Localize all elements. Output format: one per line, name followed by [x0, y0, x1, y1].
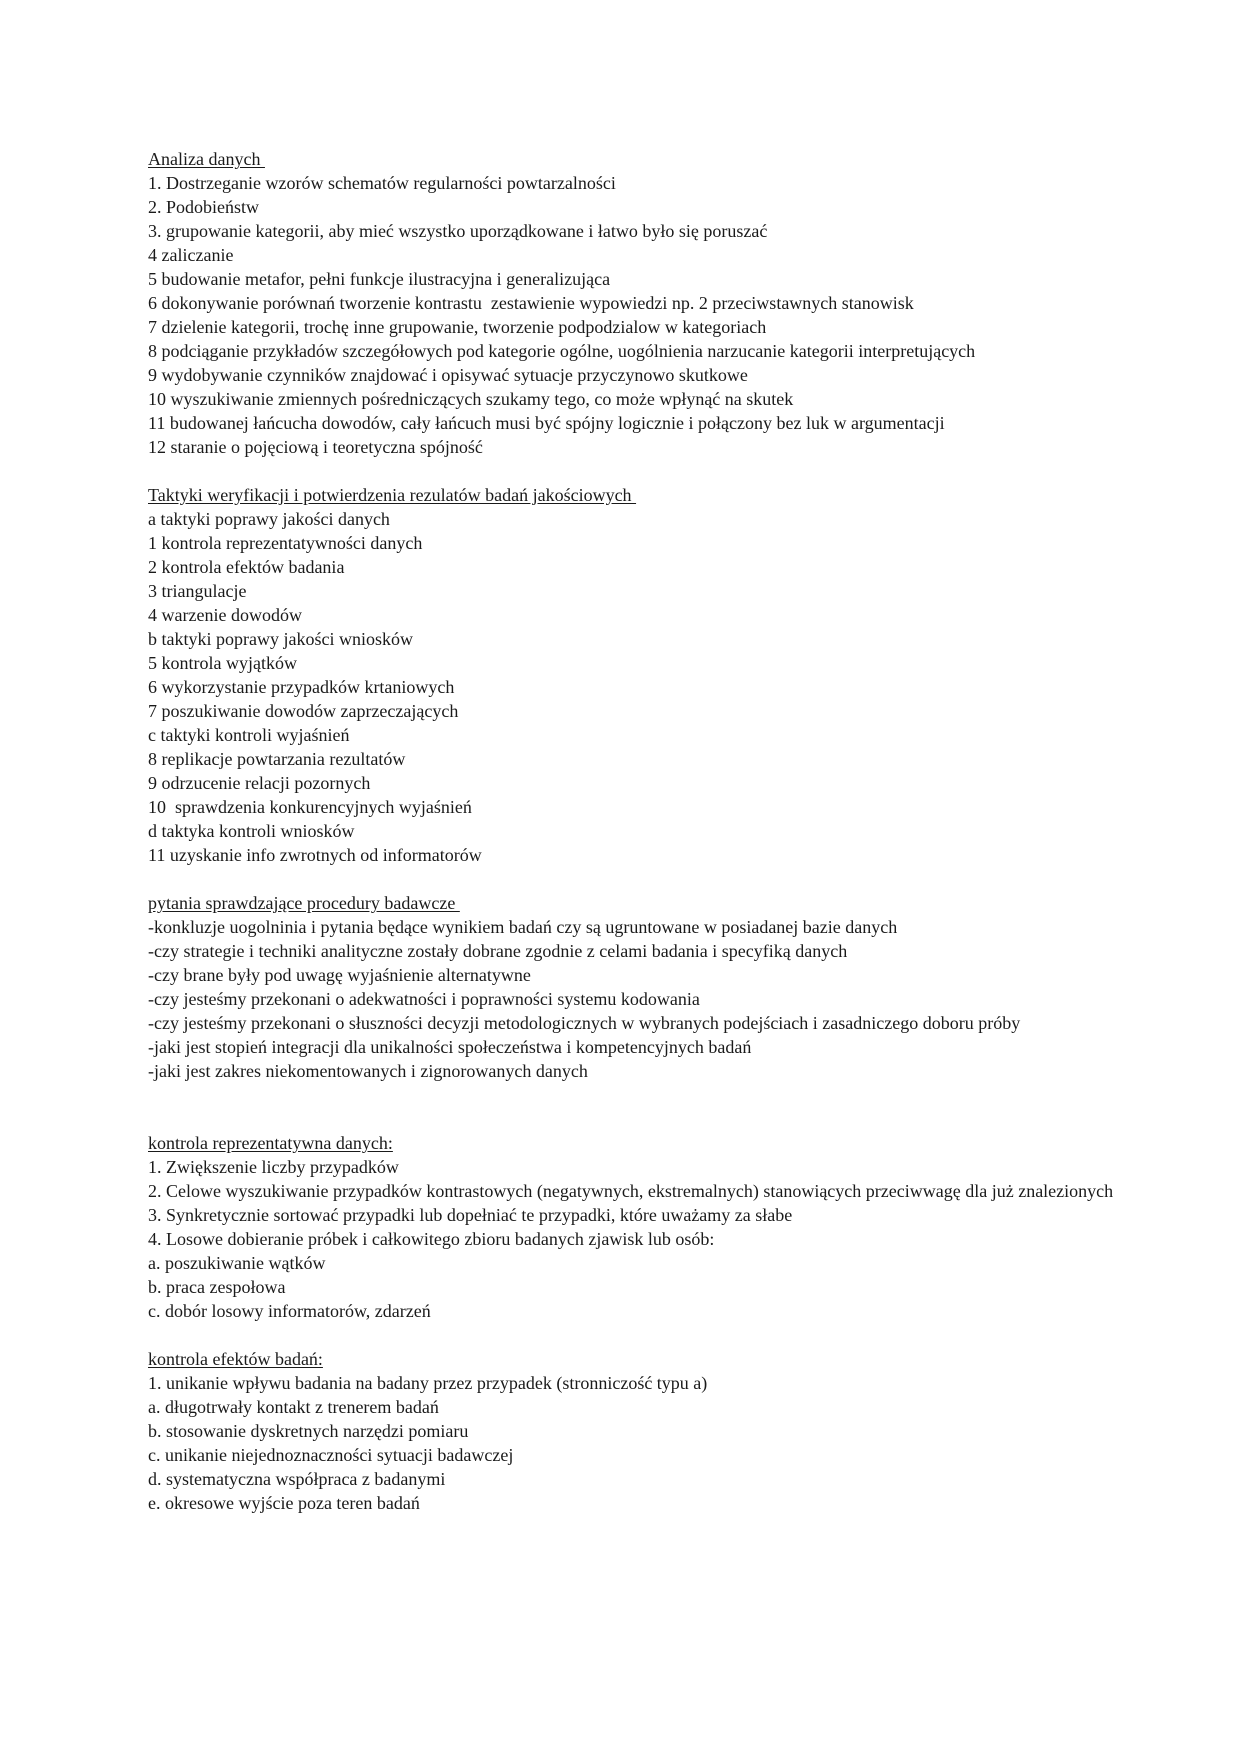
section-pytania-sprawdzajace — [148, 891, 1148, 1083]
list-item: 2. Celowe wyszukiwanie przypadków kontrastowych (negatywnych, ekstremalnych) stanowiących przeciwwagę dla już znalezionych — [148, 1181, 1114, 1201]
section-kontrola-reprezentatywna — [148, 1131, 1148, 1323]
list-item: 1. unikanie wpływu badania na badany przez przypadek (stronniczość typu a) — [148, 1373, 708, 1393]
list-item: 3 triangulacje — [148, 581, 247, 601]
list-item: 7 poszukiwanie dowodów zaprzeczających — [148, 701, 459, 721]
section-heading: Taktyki weryfikacji i potwierdzenia rezulatów badań jakościowych — [148, 485, 637, 505]
list-item: 3. Synkretycznie sortować przypadki lub dopełniać te przypadki, które uważamy za słabe — [148, 1205, 793, 1225]
list-item: b. stosowanie dyskretnych narzędzi pomiaru — [148, 1421, 469, 1441]
list-item: 11 budowanej łańcucha dowodów, cały łańcuch musi być spójny logicznie i połączony bez luk w argumentacji — [148, 413, 945, 433]
list-item: 5 budowanie metafor, pełni funkcje ilustracyjna i generalizująca — [148, 269, 611, 289]
list-item: 4. Losowe dobieranie próbek i całkowitego zbioru badanych zjawisk lub osób: — [148, 1229, 715, 1249]
list-item: b. praca zespołowa — [148, 1277, 286, 1297]
list-item: c taktyki kontroli wyjaśnień — [148, 725, 350, 745]
list-item: 4 zaliczanie — [148, 245, 234, 265]
list-item: b taktyki poprawy jakości wniosków — [148, 629, 413, 649]
list-item: c. unikanie niejednoznaczności sytuacji badawczej — [148, 1445, 514, 1465]
paragraph-spacer — [148, 867, 1148, 891]
list-item: 1 kontrola reprezentatywności danych — [148, 533, 423, 553]
list-item: a. długotrwały kontakt z trenerem badań — [148, 1397, 439, 1417]
list-item: 8 podciąganie przykładów szczegółowych pod kategorie ogólne, uogólnienia narzucanie kategorii interpretujących — [148, 341, 976, 361]
list-item: a. poszukiwanie wątków — [148, 1253, 326, 1273]
section-heading: kontrola reprezentatywna danych: — [148, 1133, 393, 1153]
list-item: -jaki jest zakres niekomentowanych i zignorowanych danych — [148, 1061, 588, 1081]
list-item: d. systematyczna współpraca z badanymi — [148, 1469, 446, 1489]
list-item: 6 dokonywanie porównań tworzenie kontrastu zestawienie wypowiedzi np. 2 przeciwstawnych stanowisk — [148, 293, 914, 313]
section-heading: Analiza danych — [148, 149, 265, 169]
list-item: -czy brane były pod uwagę wyjaśnienie alternatywne — [148, 965, 531, 985]
list-item: -czy strategie i techniki analityczne zostały dobrane zgodnie z celami badania i specyfiką danych — [148, 941, 848, 961]
list-item: 5 kontrola wyjątków — [148, 653, 297, 673]
list-item: d taktyka kontroli wniosków — [148, 821, 355, 841]
paragraph-spacer — [148, 459, 1148, 483]
list-item: 4 warzenie dowodów — [148, 605, 302, 625]
list-item: 2. Podobieństw — [148, 197, 260, 217]
list-item: -jaki jest stopień integracji dla unikalności społeczeństwa i kompetencyjnych badań — [148, 1037, 752, 1057]
list-item: -czy jesteśmy przekonani o słuszności decyzji metodologicznych w wybranych podejściach i zasadniczego doboru próby — [148, 1013, 1021, 1033]
section-taktyki-weryfikacji — [148, 483, 1148, 867]
section-analiza-danych — [148, 147, 1148, 459]
list-item: 1. Zwiększenie liczby przypadków — [148, 1157, 399, 1177]
list-item: 9 odrzucenie relacji pozornych — [148, 773, 371, 793]
list-item: 10 sprawdzenia konkurencyjnych wyjaśnień — [148, 797, 472, 817]
list-item: c. dobór losowy informatorów, zdarzeń — [148, 1301, 431, 1321]
list-item: -czy jesteśmy przekonani o adekwatności i poprawności systemu kodowania — [148, 989, 700, 1009]
list-item: 8 replikacje powtarzania rezultatów — [148, 749, 406, 769]
list-item: 12 staranie o pojęciową i teoretyczna spójność — [148, 437, 483, 457]
list-item: -konkluzje uogolninia i pytania będące wynikiem badań czy są ugruntowane w posiadanej bazie danych — [148, 917, 898, 937]
list-item: a taktyki poprawy jakości danych — [148, 509, 390, 529]
paragraph-spacer — [148, 1323, 1148, 1347]
list-item: 7 dzielenie kategorii, trochę inne grupowanie, tworzenie podpodzialow w kategoriach — [148, 317, 767, 337]
list-item: 10 wyszukiwanie zmiennych pośredniczących szukamy tego, co może wpłynąć na skutek — [148, 389, 794, 409]
list-item: 11 uzyskanie info zwrotnych od informatorów — [148, 845, 482, 865]
section-kontrola-efektow — [148, 1347, 1148, 1515]
list-item: 3. grupowanie kategorii, aby mieć wszystko uporządkowane i łatwo było się poruszać — [148, 221, 768, 241]
section-heading: kontrola efektów badań: — [148, 1349, 323, 1369]
list-item: e. okresowe wyjście poza teren badań — [148, 1493, 420, 1513]
list-item: 9 wydobywanie czynników znajdować i opisywać sytuacje przyczynowo skutkowe — [148, 365, 748, 385]
list-item: 1. Dostrzeganie wzorów schematów regularności powtarzalności — [148, 173, 616, 193]
section-heading: pytania sprawdzające procedury badawcze — [148, 893, 460, 913]
document-page — [148, 147, 1148, 1515]
list-item: 2 kontrola efektów badania — [148, 557, 345, 577]
paragraph-spacer — [148, 1083, 1148, 1131]
list-item: 6 wykorzystanie przypadków krtaniowych — [148, 677, 455, 697]
